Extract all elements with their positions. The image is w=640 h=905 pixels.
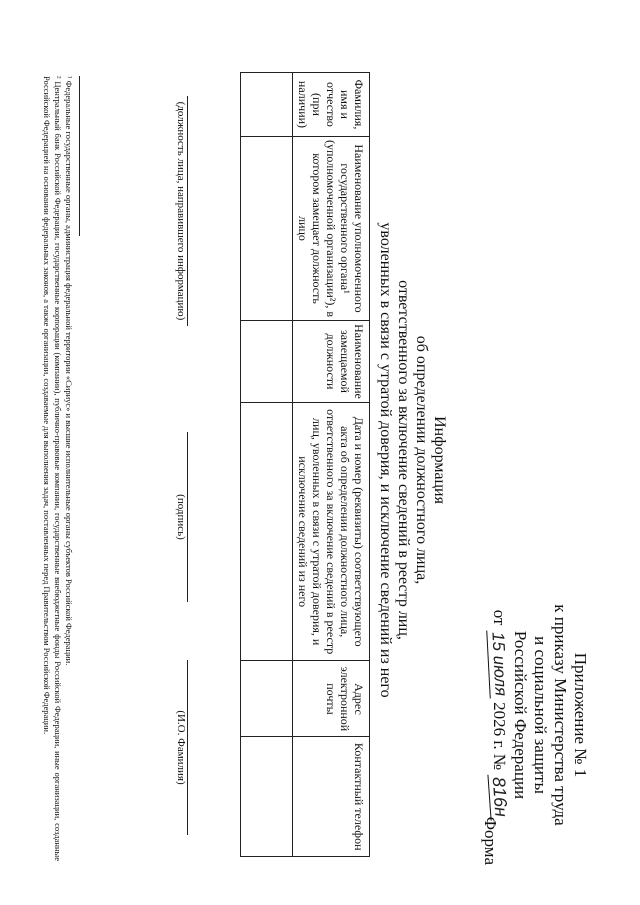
footnotes (41, 76, 74, 861)
cell-full-name (241, 73, 293, 137)
header-authority: Наименование уполномоченного государственного органа¹ (уполномоченной организации²), в котором замещает должность лицо (293, 136, 370, 320)
appendix-number: Приложение № 1 (571, 652, 590, 778)
header-act-details: Дата и номер (реквизиты) соответствующего акта об определении должностного лица, ответственного за включение сведений в реестр лиц, уволенных в связи с утратой доверия, и исключение сведений из него (293, 402, 370, 661)
document-title (376, 200, 448, 720)
title-line-1: Информация (431, 416, 448, 504)
header-full-name: Фамилия, имя и отчество (при наличии) (293, 73, 370, 137)
appendix-country: Российской Федерации (511, 630, 530, 800)
handwritten-order-number: 816н (487, 774, 511, 821)
appendix-header (488, 565, 590, 865)
header-phone: Контактный телефон (293, 737, 370, 857)
title-line-3: ответственного за включение сведений в реестр лиц, (395, 280, 412, 640)
title-line-2: об определении должностного лица, (413, 335, 430, 585)
cell-position (241, 321, 293, 403)
date-year: 2026 г. № (490, 702, 509, 771)
appendix-ministry: и социальной защиты (531, 636, 550, 794)
footnote-2: ² Центральный банк Российской Федерации, государственные корпорации (компании), публично-правовые компании, государственные внебюджетные фонды Российской Федерации, иные организации, созданные Российской Федерацией на основании федеральных законов, а также организации, создаваемые для выполнения задач, поставленных перед Правительством Российской Федерации. (42, 76, 63, 861)
signature-caption: (подпись) (175, 494, 187, 540)
position-signature-line (187, 96, 188, 326)
info-table (240, 72, 370, 857)
title-line-4: уволенных в связи с утратой доверия, и исключение сведений из него (377, 222, 394, 698)
handwritten-date: 15 июля (486, 629, 511, 698)
signature-line (187, 432, 188, 602)
table-row (241, 73, 293, 857)
position-caption: (должность лица, направившего информацию) (175, 101, 187, 321)
name-caption: (И.О. Фамилия) (175, 710, 187, 785)
cell-authority (241, 136, 293, 320)
footnote-1: ¹ Федеральные государственные органы, администрация федеральной территории «Сириус» и высшие исполнительные органы субъектов Российской Федерации. (64, 76, 74, 666)
header-email: Адрес электронной почты (293, 661, 370, 737)
header-position: Наименование замещаемой должности (293, 321, 370, 403)
cell-act-details (241, 402, 293, 661)
date-prefix: от (490, 609, 509, 626)
footnote-separator (79, 76, 80, 236)
appendix-order-ref: к приказу Министерства труда (551, 604, 570, 826)
name-signature-line (187, 660, 188, 835)
cell-email (241, 661, 293, 737)
cell-phone (241, 737, 293, 857)
form-label: Форма (481, 816, 500, 865)
table-header-row (293, 73, 370, 857)
